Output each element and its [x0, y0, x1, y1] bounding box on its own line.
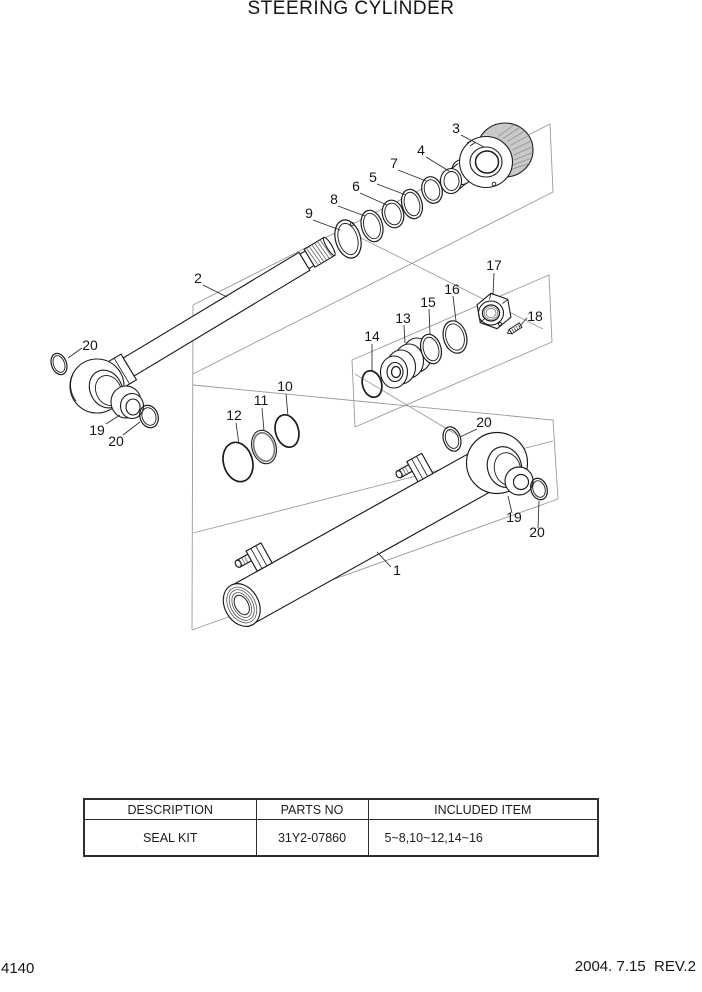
- callout-3: 3: [452, 120, 460, 136]
- header-included-item: INCLUDED ITEM: [368, 799, 598, 820]
- seal-kit-table: [83, 798, 599, 857]
- cell-parts-no: 31Y2-07860: [256, 820, 368, 857]
- part-19-rod-bushing: [111, 386, 144, 419]
- page-number: 4140: [1, 960, 35, 977]
- header-parts-no: PARTS NO: [256, 799, 368, 820]
- callout-2: 2: [194, 270, 202, 286]
- callout-11: 11: [253, 392, 269, 408]
- guide-left-edge: [192, 305, 193, 630]
- callout-1: 1: [393, 562, 401, 578]
- page-title: STEERING CYLINDER: [247, 0, 455, 19]
- callout-19-rod: 19: [89, 422, 105, 438]
- callout-17: 17: [486, 257, 502, 273]
- callout-8: 8: [330, 191, 338, 207]
- callout-10: 10: [277, 378, 293, 394]
- guide-alignment-line-tube: [355, 374, 459, 436]
- table-row: [84, 820, 598, 857]
- part-1-tube: [205, 433, 533, 633]
- callout-20-tube-a: 20: [476, 414, 492, 430]
- callout-9: 9: [305, 205, 313, 221]
- part-16-wear-ring: [439, 318, 470, 356]
- callout-20-rod-b: 20: [108, 433, 124, 449]
- part-19-tube-bushing: [505, 467, 533, 495]
- callout-13: 13: [395, 310, 411, 326]
- part-2-rod: [107, 232, 339, 388]
- callout-6: 6: [352, 178, 360, 194]
- callout-16: 16: [444, 281, 460, 297]
- callout-4: 4: [417, 142, 425, 158]
- callout-18: 18: [527, 308, 543, 324]
- callout-20-tube-b: 20: [529, 524, 545, 540]
- callout-5: 5: [369, 169, 377, 185]
- callout-15: 15: [420, 294, 436, 310]
- callout-12: 12: [226, 407, 242, 423]
- cell-description: SEAL KIT: [84, 820, 256, 857]
- part-18-set-screw: [506, 323, 522, 336]
- callout-20-rod-a: 20: [82, 337, 98, 353]
- table-header-row: [84, 799, 598, 820]
- callout-14: 14: [364, 328, 380, 344]
- part-3-gland: [460, 123, 534, 188]
- cell-included-item: 5~8,10~12,14~16: [368, 820, 598, 857]
- guide-alignment-line-rod: [337, 226, 543, 329]
- header-description: DESCRIPTION: [84, 799, 256, 820]
- part-9-dust-wiper: [331, 217, 366, 261]
- revision-date: 2004. 7.15 REV.2: [574, 958, 696, 975]
- callout-7: 7: [390, 155, 398, 171]
- callout-19-tube: 19: [506, 509, 522, 525]
